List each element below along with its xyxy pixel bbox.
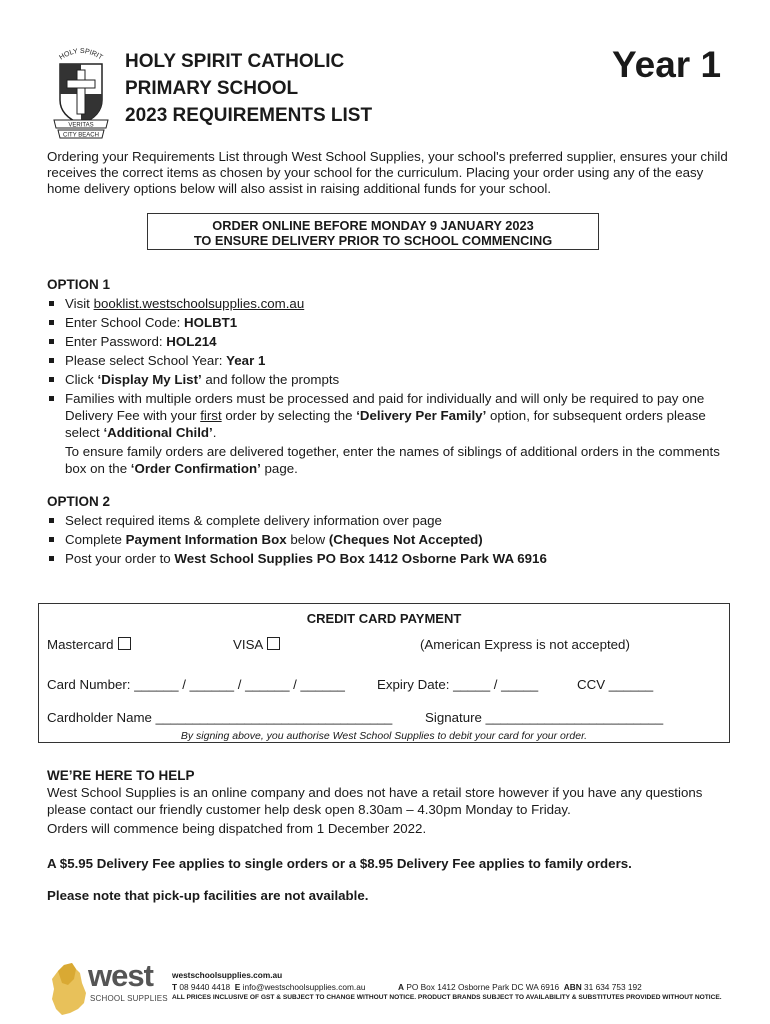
- title-line-2: PRIMARY SCHOOL: [125, 78, 299, 99]
- title-line-1: HOLY SPIRIT CATHOLIC: [125, 51, 345, 72]
- expiry-date-field[interactable]: Expiry Date: _____ / _____: [377, 677, 539, 692]
- booklist-link[interactable]: booklist.westschoolsupplies.com.au: [93, 296, 305, 311]
- crest-banner-1: VERITAS: [68, 122, 94, 129]
- visa-label: VISA: [233, 637, 264, 652]
- list-item: Post your order to West School Supplies PO Box 1412 Osborne Park WA 6916: [47, 550, 737, 567]
- order-deadline-line-2: TO ENSURE DELIVERY PRIOR TO SCHOOL COMMENCING: [193, 233, 553, 248]
- signature-field[interactable]: Signature ________________________: [425, 710, 664, 725]
- visa-checkbox[interactable]: [267, 637, 280, 650]
- crest-top-text: HOLY SPIRIT: [58, 47, 104, 62]
- pickup-note: Please note that pick-up facilities are not available.: [47, 888, 369, 903]
- footer-phone: 08 9440 4418: [179, 982, 231, 992]
- document-title: [125, 48, 372, 129]
- mastercard-checkbox[interactable]: [118, 637, 131, 650]
- card-number-field[interactable]: Card Number: ______ / ______ / ______ / ______: [47, 677, 345, 692]
- option-1-heading: OPTION 1: [47, 277, 111, 292]
- footer-address: PO Box 1412 Osborne Park DC WA 6916: [406, 982, 560, 992]
- delivery-fee-note: A $5.95 Delivery Fee applies to single orders or a $8.95 Delivery Fee applies to family orders.: [47, 856, 632, 871]
- footer-website[interactable]: westschoolsupplies.com.au: [172, 970, 283, 980]
- title-line-3: 2023 REQUIREMENTS LIST: [125, 105, 373, 126]
- logo-subtitle: SCHOOL SUPPLIES: [90, 994, 168, 1003]
- list-item: Select required items & complete delivery information over page: [47, 512, 737, 529]
- footer-abn: 31 634 753 192: [584, 982, 642, 992]
- list-item: Families with multiple orders must be processed and paid for individually and will only be required to pay one Delivery Fee with your first order by selecting the ‘Delivery Per Family’ option, for subsequent orders please select ‘Additional Child’.: [47, 390, 737, 441]
- footer-address-line: A PO Box 1412 Osborne Park DC WA 6916 ABN 31 634 753 192: [398, 982, 642, 992]
- list-item: Enter Password: HOL214: [47, 333, 737, 350]
- cardholder-name-field[interactable]: Cardholder Name ________________________________: [47, 710, 393, 725]
- list-item: Click ‘Display My List’ and follow the prompts: [47, 371, 737, 388]
- list-item: Complete Payment Information Box below (Cheques Not Accepted): [47, 531, 737, 548]
- logo-wordmark: west: [88, 958, 153, 993]
- school-year: Year 1: [226, 353, 266, 368]
- ccv-field[interactable]: CCV ______: [577, 677, 654, 692]
- amex-note: (American Express is not accepted): [420, 637, 630, 652]
- list-item: Visit booklist.westschoolsupplies.com.au: [47, 295, 737, 312]
- intro-paragraph: Ordering your Requirements List through West School Supplies, your school's preferred supplier, ensures your child receives the correct items as chosen by your school for the curriculum. Placing your order using any of the easy home delivery options below will also assist in raising additional funds for your school.: [47, 149, 728, 196]
- year-label: Year 1: [612, 44, 722, 85]
- password: HOL214: [166, 334, 217, 349]
- list-item: Please select School Year: Year 1: [47, 352, 737, 369]
- mastercard-label: Mastercard: [47, 637, 114, 652]
- option-2-section: [47, 493, 737, 569]
- help-paragraph-2: Orders will commence being dispatched from 1 December 2022.: [47, 821, 427, 836]
- svg-text:HOLY SPIRIT: [58, 48, 104, 62]
- credit-card-title: CREDIT CARD PAYMENT: [306, 611, 462, 626]
- school-code: HOLBT1: [184, 315, 238, 330]
- footer-email[interactable]: info@westschoolsupplies.com.au: [242, 982, 366, 992]
- west-school-supplies-logo-icon: [50, 963, 88, 1015]
- order-deadline-box: [147, 213, 599, 250]
- option-1-section: [47, 276, 737, 479]
- authorise-note: By signing above, you authorise West School Supplies to debit your card for your order.: [180, 730, 588, 742]
- help-heading: WE’RE HERE TO HELP: [47, 768, 195, 783]
- help-paragraph-1: West School Supplies is an online company and does not have a retail store however if you have any questions please contact our friendly customer help desk open 8.30am – 4.30pm Monday to Friday.: [47, 785, 703, 817]
- list-item: To ensure family orders are delivered together, enter the names of siblings of additional orders in the comments box on the ‘Order Confirmation’ page.: [65, 444, 720, 476]
- crest-banner-2: CITY BEACH: [63, 132, 99, 139]
- footer-disclaimer: ALL PRICES INCLUSIVE OF GST & SUBJECT TO CHANGE WITHOUT NOTICE. PRODUCT BRANDS SUBJECT TO AVAILABILITY & SUBSTITUTES PROVIDED WITHOUT NOTICE.: [172, 994, 722, 1001]
- order-deadline-line-1: ORDER ONLINE BEFORE MONDAY 9 JANUARY 2023: [212, 218, 534, 233]
- help-section: [47, 767, 737, 837]
- credit-card-payment-box: [38, 603, 730, 743]
- option-2-heading: OPTION 2: [47, 494, 111, 509]
- list-item: Enter School Code: HOLBT1: [47, 314, 737, 331]
- footer-contact-line: T 08 9440 4418 E info@westschoolsupplies.com.au: [172, 982, 366, 992]
- school-crest-logo: [50, 40, 112, 140]
